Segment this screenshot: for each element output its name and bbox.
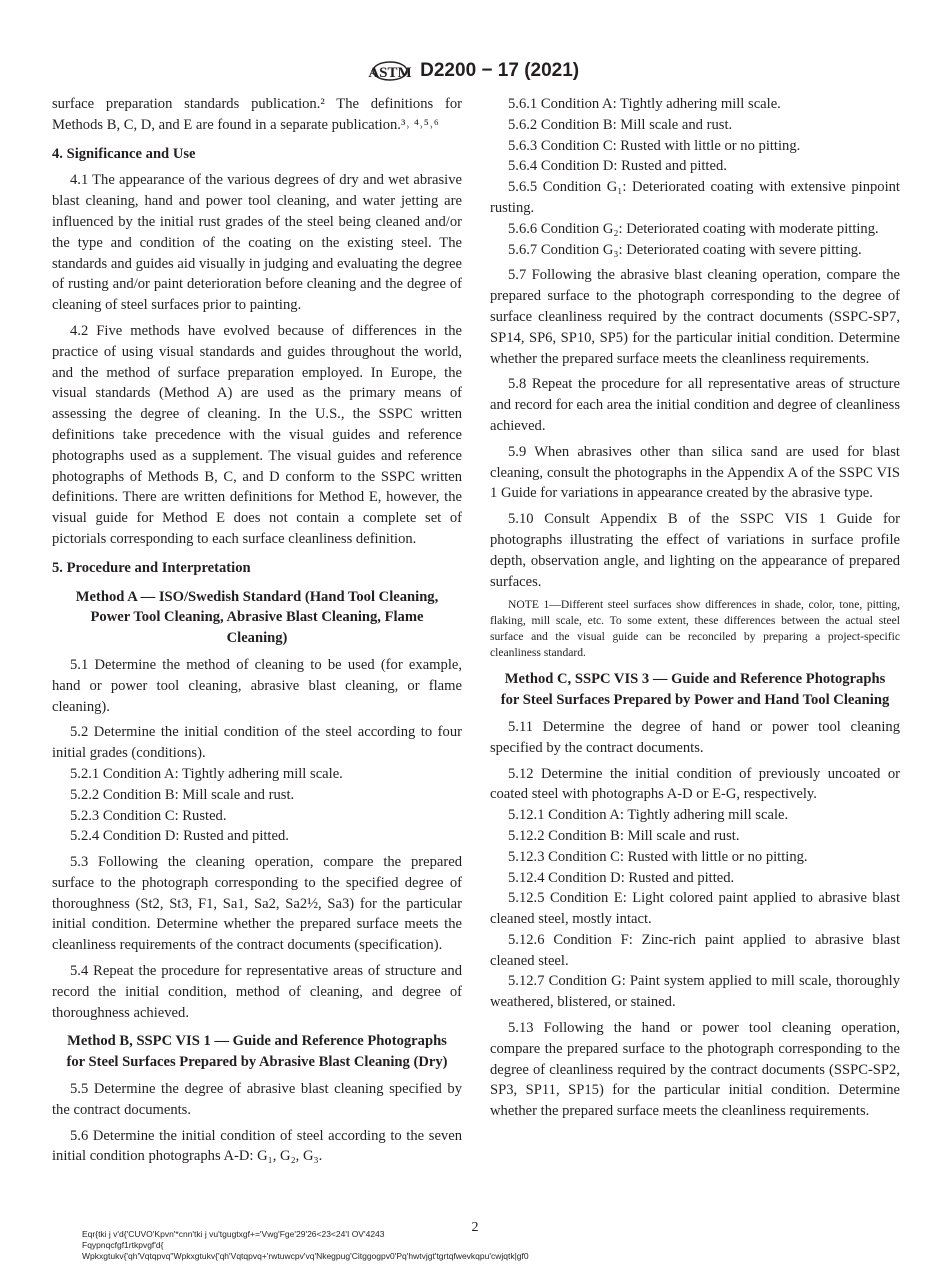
note: NOTE 1—Different steel surfaces show differences in shade, color, tone, pitting, flaking, mill scale, etc. To some extent, these differences between the actual steel surface and the visual guide can be reconciled by preparing a project-specific cleanliness standard. — [490, 598, 900, 660]
paragraph: 5.9 When abrasives other than silica sand are used for blast cleaning, consult the photographs in the Appendix A of the SSPC VIS 1 Guide for variations in appearance created by the abrasive type. — [490, 443, 900, 502]
footer-line: Fqypnqcfgf1rtkpvgf'd{ — [82, 1240, 164, 1250]
paragraph: 5.12 Determine the initial condition of previously uncoated or coated steel with photographs A-D or E-G, respectively. — [490, 765, 900, 803]
paragraph: 5.5 Determine the degree of abrasive blast cleaning specified by the contract documents. — [52, 1081, 462, 1118]
paragraph: surface preparation standards publication.² The definitions for Methods B, C, D, and E are found in a separate publication.³˒ ⁴˒⁵˒⁶ — [52, 96, 462, 133]
footer-line: Eqr{tki j v'd{'CUVO'Kpvn'*cnn'tki j vu'tgugtxgf+='Vwg'Fge'29'26<23<24'I OV'4243 — [82, 1229, 385, 1239]
paragraph: 5.2.4 Condition D: Rusted and pitted. — [70, 828, 289, 845]
paragraph: 4.2 Five methods have evolved because of differences in the practice of using visual standards and guides throughout the world, and the method of surface preparation employed. In Europe, the visual standards (Method A) are used as the primary means of assessing the degree of cleaning. In the U.S., the SSPC written definitions take precedence with the visual guides and reference photographs used as a supplement. The visual guides and reference photographs of Methods B, C, and D conform to the SSPC written definitions. There are written definitions for Method E, however, the visual guide for Method E does not contain a complete set of pictorials corresponding to each surface cleanliness definition. — [52, 322, 462, 547]
paragraph: 5.8 Repeat the procedure for all representative areas of structure and record for each area the initial condition and degree of cleanliness achieved. — [490, 376, 900, 434]
svg-text:ASTM: ASTM — [368, 65, 412, 81]
footer-license — [82, 1229, 529, 1262]
paragraph: 5.1 Determine the method of cleaning to be used (for example, hand or power tool cleaning, abrasive blast cleaning, or flame cleaning). — [52, 656, 462, 715]
paragraph: 5.4 Repeat the procedure for representative areas of structure and record the initial condition, method of cleaning, and degree of thoroughness achieved. — [52, 963, 462, 1021]
paragraph: 5.6.4 Condition D: Rusted and pitted. — [508, 158, 727, 175]
footer-line: Wpkxgtukv{'qh'Vqtqpvq''Wpkxgtukv{'qh'Vqtqpvq+'rwtuwcpv'vq'Nkegpug'Citggogpv0'Pq'hwtvjgt'tgrtqfwevkqpu'cwjqtk|gf0 — [82, 1251, 529, 1261]
paragraph: 5.13 Following the hand or power tool cleaning operation, compare the prepared surface to the photograph corresponding to the degree of cleanliness required by the contract documents (SSPC-SP2, SP3, SP11, SP15) for the particular initial condition. Determine whether the prepared surface meets the cleanliness requirements. — [490, 1020, 900, 1120]
paragraph: 5.12.6 Condition F: Zinc-rich paint applied to abrasive blast cleaned steel. — [490, 931, 900, 969]
paragraph: 5.3 Following the cleaning operation, compare the prepared surface to the photograph corresponding to the specified degree of thoroughness (St2, St3, F1, Sa1, Sa2, Sa2½, Sa3) for the particular initial condition. Determine whether the prepared surface meets the cleanliness requirements of the contract documents (specification). — [52, 854, 462, 954]
paragraph: 5.7 Following the abrasive blast cleaning operation, compare the prepared surface to the photograph corresponding to the degree of surface cleanliness required by the contract documents (SSPC-SP7, SP14, SP6, SP10, SP5) for the particular initial condition. Determine whether the prepared surface meets the cleanliness requirements. — [490, 267, 900, 367]
paragraph: 5.6.2 Condition B: Mill scale and rust. — [508, 116, 733, 133]
paragraph: 4.1 The appearance of the various degrees of dry and wet abrasive blast cleaning, hand and power tool cleaning, and water jetting are influenced by the initial rust grades of the steel being cleaned and/or the type and condition of the coating on the existing steel. The standards and guides aid visually in judging and evaluating the degree of rusting and/or paint deterioration before cleaning and the degree of cleaning of steel surfaces prior to painting. — [52, 172, 462, 314]
page-number: 2 — [471, 1220, 479, 1235]
method-heading: Method A — ISO/Swedish Standard (Hand Tool Cleaning, Power Tool Cleaning, Abrasive Blast Cleaning, Flame Cleaning) — [75, 588, 439, 647]
paragraph: 5.2.2 Condition B: Mill scale and rust. — [70, 786, 295, 803]
paragraph: 5.10 Consult Appendix B of the SSPC VIS 1 Guide for photographs illustrating the effect of variations in surface profile depth, observation angle, and lighting on the appearance of prepared surfaces. — [490, 511, 900, 590]
paragraph: 5.12.4 Condition D: Rusted and pitted. — [508, 869, 735, 886]
paragraph: 5.12.2 Condition B: Mill scale and rust. — [508, 827, 740, 844]
paragraph: 5.12.3 Condition C: Rusted with little or no pitting. — [508, 848, 808, 865]
paragraph: 5.12.5 Condition E: Light colored paint applied to abrasive blast cleaned steel, mostly intact. — [490, 890, 900, 928]
left-column — [52, 94, 462, 1172]
astm-logo-icon — [368, 56, 412, 86]
paragraph: 5.2.3 Condition C: Rusted. — [70, 807, 227, 824]
paragraph: 5.12.7 Condition G: Paint system applied to mill scale, thoroughly weathered, blistered, or stained. — [490, 973, 900, 1011]
paragraph: 5.6.6 Condition G₂: Deteriorated coating with moderate pitting. — [508, 220, 879, 237]
section-heading: 5. Procedure and Interpretation — [52, 559, 251, 576]
paragraph: 5.6.1 Condition A: Tightly adhering mill scale. — [508, 96, 781, 112]
paragraph: 5.11 Determine the degree of hand or power tool cleaning specified by the contract documents. — [490, 718, 900, 756]
section-heading: 4. Significance and Use — [52, 145, 196, 162]
paragraph: 5.2.1 Condition A: Tightly adhering mill scale. — [70, 765, 343, 782]
page-header — [0, 56, 950, 86]
document-designation: D2200 − 17 (2021) — [420, 60, 580, 82]
method-heading: Method B, SSPC VIS 1 — Guide and Reference Photographs for Steel Surfaces Prepared by Abrasive Blast Cleaning (Dry) — [66, 1033, 448, 1071]
paragraph: 5.6.5 Condition G₁: Deteriorated coating with extensive pinpoint rusting. — [490, 179, 900, 216]
paragraph: 5.6.3 Condition C: Rusted with little or no pitting. — [508, 137, 801, 154]
paragraph: 5.12.1 Condition A: Tightly adhering mill scale. — [508, 807, 789, 824]
right-column — [490, 94, 900, 1127]
paragraph: 5.6 Determine the initial condition of steel according to the seven initial condition photographs A-D: G₁, G₂, G₃. — [52, 1127, 462, 1165]
paragraph: 5.6.7 Condition G₃: Deteriorated coating with severe pitting. — [508, 241, 862, 258]
paragraph: 5.2 Determine the initial condition of the steel according to four initial grades (conditions). — [52, 724, 462, 762]
method-heading: Method C, SSPC VIS 3 — Guide and Reference Photographs for Steel Surfaces Prepared by Power and Hand Tool Cleaning — [500, 671, 890, 709]
